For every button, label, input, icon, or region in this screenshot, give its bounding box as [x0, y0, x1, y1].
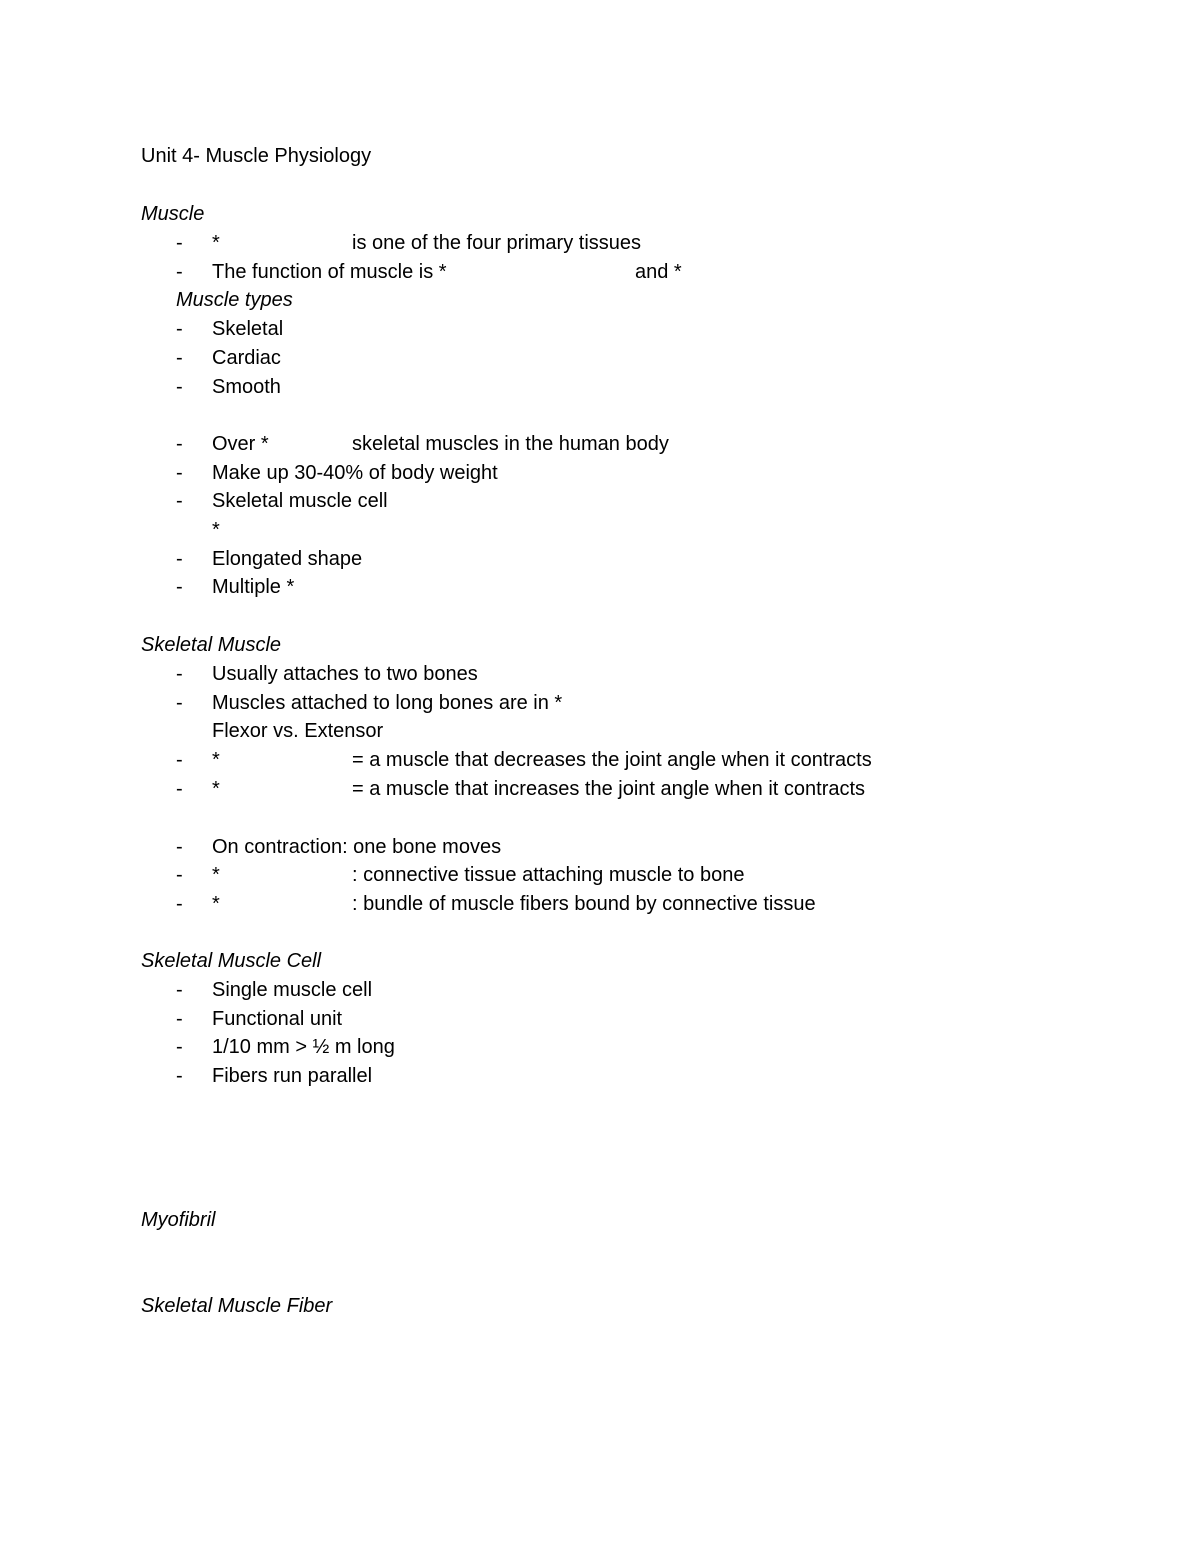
list-item: Skeletal muscle cell: [212, 490, 388, 512]
list-item-continuation: : bundle of muscle fibers bound by connective tissue: [352, 893, 816, 915]
bullet-dash: -: [176, 979, 183, 1001]
bullet-dash: -: [176, 778, 183, 800]
bullet-dash: -: [176, 433, 183, 455]
list-item-continuation: = a muscle that increases the joint angle when it contracts: [352, 778, 866, 800]
list-item: *: [212, 232, 220, 254]
list-item-continuation: is one of the four primary tissues: [352, 232, 642, 254]
list-item: The function of muscle is *: [212, 261, 447, 283]
list-item: Skeletal: [212, 318, 284, 340]
list-item: Fibers run parallel: [212, 1065, 373, 1087]
bullet-dash: -: [176, 462, 183, 484]
section-heading-skeletal-muscle-cell: Skeletal Muscle Cell: [141, 950, 322, 972]
list-item: Make up 30-40% of body weight: [212, 462, 498, 484]
list-item: *: [212, 749, 220, 771]
list-item-note: *: [212, 519, 220, 541]
list-item: Single muscle cell: [212, 979, 373, 1001]
section-heading-muscle: Muscle: [141, 203, 205, 225]
list-item: *: [212, 864, 220, 886]
section-heading-skeletal-muscle: Skeletal Muscle: [141, 634, 282, 656]
bullet-dash: -: [176, 864, 183, 886]
section-heading-skeletal-muscle-fiber: Skeletal Muscle Fiber: [141, 1295, 333, 1317]
bullet-dash: -: [176, 1065, 183, 1087]
list-item: 1/10 mm > ½ m long: [212, 1036, 395, 1058]
list-item-continuation: : connective tissue attaching muscle to bone: [352, 864, 745, 886]
bullet-dash: -: [176, 749, 183, 771]
list-item-continuation: and *: [635, 261, 682, 283]
section-heading-myofibril: Myofibril: [141, 1209, 216, 1231]
subheading-muscle-types: Muscle types: [176, 289, 293, 311]
bullet-dash: -: [176, 548, 183, 570]
list-item: Functional unit: [212, 1008, 343, 1030]
bullet-dash: -: [176, 692, 183, 714]
bullet-dash: -: [176, 347, 183, 369]
bullet-dash: -: [176, 261, 183, 283]
bullet-dash: -: [176, 836, 183, 858]
list-item: Muscles attached to long bones are in *: [212, 692, 563, 714]
bullet-dash: -: [176, 663, 183, 685]
list-item: On contraction: one bone moves: [212, 836, 502, 858]
list-item: Multiple *: [212, 576, 295, 598]
bullet-dash: -: [176, 490, 183, 512]
bullet-dash: -: [176, 1036, 183, 1058]
list-item: *: [212, 778, 220, 800]
list-item: *: [212, 893, 220, 915]
list-item-continuation: = a muscle that decreases the joint angle when it contracts: [352, 749, 872, 771]
bullet-dash: -: [176, 318, 183, 340]
list-item: Smooth: [212, 376, 281, 398]
bullet-dash: -: [176, 232, 183, 254]
list-item-continuation: skeletal muscles in the human body: [352, 433, 669, 455]
page-title: Unit 4- Muscle Physiology: [141, 145, 372, 167]
bullet-dash: -: [176, 893, 183, 915]
list-item: Elongated shape: [212, 548, 363, 570]
list-item: Cardiac: [212, 347, 281, 369]
bullet-dash: -: [176, 1008, 183, 1030]
list-item: Over *: [212, 433, 269, 455]
list-item: Usually attaches to two bones: [212, 663, 478, 685]
bullet-dash: -: [176, 576, 183, 598]
bullet-dash: -: [176, 376, 183, 398]
flexor-extensor-label: Flexor vs. Extensor: [212, 720, 384, 742]
